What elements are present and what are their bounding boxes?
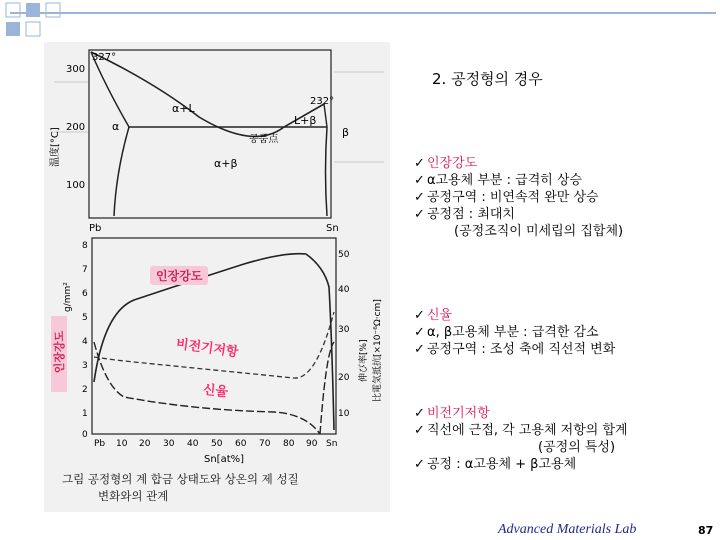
x-tick: 30 [163,439,175,449]
region-alpha-l: α+L [172,102,195,115]
x-tick: 20 [139,439,151,449]
bullet-item: ✓ 공정점 : 최대치 [414,207,515,222]
temp-tick: 200 [66,122,86,133]
region-alpha-beta: α+β [214,157,238,170]
caption-line: 그림 공정형의 계 합금 상태도와 상온의 제 성질 [62,472,299,486]
right-axis-label2: 伸び率[%] [359,339,369,382]
check-icon: ✓ [414,406,425,421]
check-icon: ✓ [414,173,425,188]
temp-axis-label: 温度[°C] [50,127,61,167]
solidus-left [91,52,129,127]
check-icon: ✓ [414,207,425,222]
left-tick: 1 [82,409,88,419]
left-tick: 5 [82,313,88,323]
left-tick: 8 [82,241,88,251]
phase-frame [89,50,331,218]
bullet-item: ✓ α고용체 부분 : 급격히 상승 [414,173,583,188]
properties-frame [92,238,336,434]
bullet-note: (공정조직이 미세립의 집합체) [454,224,624,239]
solvus-right [326,127,328,216]
left-unit: g/mm² [63,282,73,312]
eutectic-point-label: 공품点 [249,134,279,145]
footer-lab-name: Advanced Materials Lab [498,522,637,537]
bullet-item: ✓ 공정 : α고용체 + β고용체 [414,457,577,472]
figure-caption [62,471,382,505]
top-rule [10,12,716,14]
x-tick: 80 [283,439,295,449]
check-icon: ✓ [414,308,425,323]
bullet-note: (공정의 특성) [538,440,616,455]
bullet-item: ✓ 인장강도 [414,156,478,171]
resistivity-tag: 비전기저항 [174,336,240,361]
bullets-elongation [414,307,615,358]
bullet-item: ✓ 비전기저항 [414,406,490,421]
x-tick: 70 [259,439,271,449]
resist-tick: 50 [338,250,350,260]
check-icon: ✓ [414,325,425,340]
x-tick: 40 [187,439,199,449]
slide-title: 2. 공정형의 경우 [432,70,543,88]
x-tick: 10 [116,439,128,449]
x-tick: 90 [306,439,318,449]
check-icon: ✓ [414,342,425,357]
phase-diagram-figure [44,42,390,512]
pb-label: Pb [89,223,102,234]
check-icon: ✓ [414,457,425,472]
resist-tick: 20 [338,373,350,383]
bullets-resistivity [414,405,628,473]
x-tick: Pb [94,439,106,449]
region-beta: β [342,126,350,139]
left-tick: 0 [82,430,88,440]
bullet-item: ✓ α, β고용체 부분 : 급격한 감소 [414,325,599,340]
left-tick: 4 [82,337,88,347]
check-icon: ✓ [414,423,425,438]
bullet-item: ✓ 공정구역 : 조성 축에 직선적 변화 [414,342,616,357]
resist-tick: 30 [338,325,350,335]
temp-tick: 100 [66,180,86,191]
resist-tick: 10 [338,409,350,419]
y-axis-strength-tag: 인장강도 [51,316,67,392]
resist-tick: 40 [338,285,350,295]
left-tick: 6 [82,289,88,299]
bullet-item: ✓ 신율 [414,308,453,323]
left-tick: 2 [82,385,88,395]
x-tick: 50 [211,439,223,449]
left-tick: 7 [82,265,88,275]
x-tick: Sn [326,439,338,449]
liquidus-line [91,52,324,136]
region-alpha: α [112,120,120,133]
check-icon: ✓ [414,190,425,205]
bullet-item: ✓ 직선에 근접, 각 고용체 저항의 합계 [414,423,628,438]
x-axis-label: Sn[at%] [204,454,245,465]
solvus-left [114,127,129,216]
elongation-tag: 신율 [202,382,229,401]
temp-sn-label: 232° [310,96,335,107]
bullets-tensile [414,155,623,240]
check-icon: ✓ [414,156,425,171]
region-l-beta: L+β [294,114,317,127]
left-tick: 3 [82,361,88,371]
bullet-item: ✓ 공정구역 : 비연속적 완만 상승 [414,190,599,205]
sn-label: Sn [326,223,339,234]
tensile-strength-tag: 인장강도 [150,266,208,285]
right-axis-label: 比電気抵抗[×10⁻⁶Ω·cm] [373,299,383,402]
page-number: 87 [698,524,714,537]
temp-tick: 300 [66,64,86,75]
caption-line: 변화와의 관계 [98,489,169,503]
temp-top-label: 327° [92,52,117,63]
x-tick: 60 [235,439,247,449]
